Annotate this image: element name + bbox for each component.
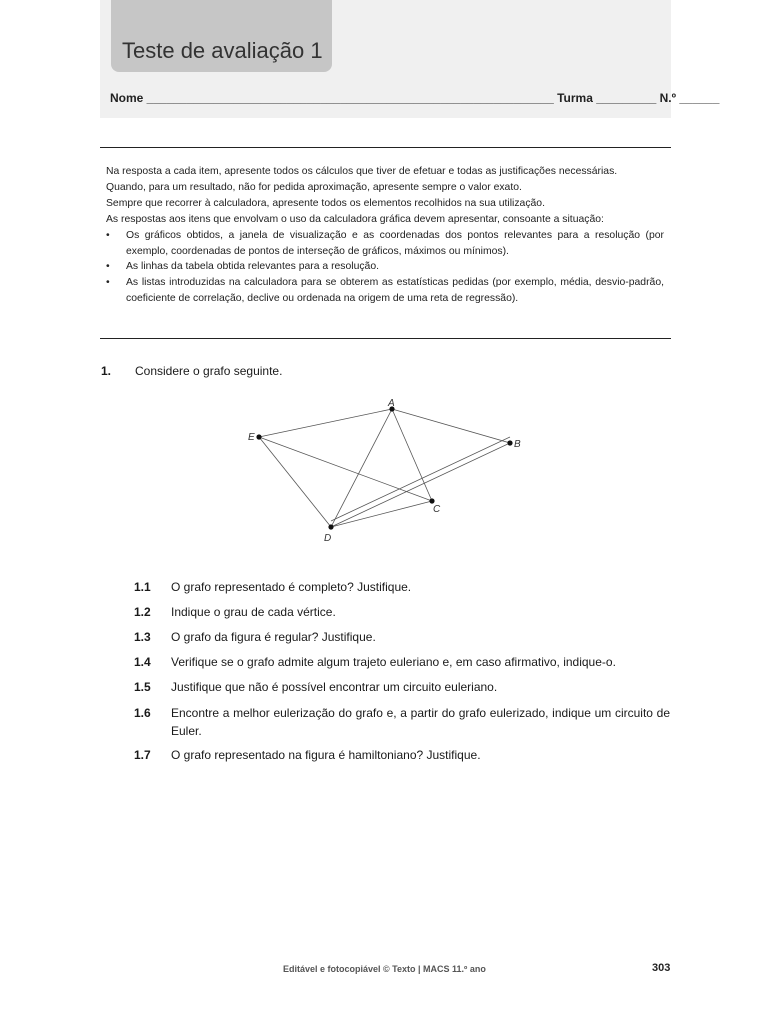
subquestion-text: Indique o grau de cada vértice. bbox=[171, 605, 336, 619]
bullet-text: Os gráficos obtidos, a janela de visualização e as coordenadas dos pontos relevantes para a resolução (por exemplo, coordenadas de pontos de interseção de gráficos, máximos ou mínimos). bbox=[126, 229, 664, 257]
question-number: 1. bbox=[101, 364, 112, 378]
vertex-b bbox=[507, 440, 512, 445]
vertex-label-a: A bbox=[388, 398, 395, 409]
bullet-icon: • bbox=[106, 277, 110, 289]
edge-b-d-1 bbox=[331, 443, 510, 527]
footer-text: Editável e fotocopiável © Texto | MACS 11.º ano bbox=[283, 964, 486, 974]
edge-a-d bbox=[331, 409, 392, 527]
instruction-paragraph: Na resposta a cada item, apresente todos os cálculos que tiver de efetuar e todas as justificações necessárias. bbox=[106, 166, 618, 177]
bullet-text: As listas introduzidas na calculadora para se obterem as estatísticas pedidas (por exemplo, média, desvio-padrão, coeficiente de correlação, declive ou ordenada na origem de uma reta de regressão). bbox=[126, 277, 664, 305]
instruction-bullet bbox=[106, 228, 664, 260]
instructions-box bbox=[106, 164, 664, 307]
question-text: Considere o grafo seguinte. bbox=[135, 364, 283, 378]
instruction-paragraph: As respostas aos itens que envolvam o uso da calculadora gráfica devem apresentar, consoante a situação: bbox=[106, 213, 604, 225]
vertex-label-d: D bbox=[324, 533, 332, 544]
subquestion-text: O grafo da figura é regular? Justifique. bbox=[171, 630, 376, 644]
subquestion-number: 1.1 bbox=[134, 580, 151, 594]
subquestion-number: 1.3 bbox=[134, 630, 151, 644]
vertex-label-b: B bbox=[514, 439, 521, 450]
vertex-label-c: C bbox=[433, 504, 441, 515]
subquestion bbox=[134, 746, 670, 764]
bullet-icon: • bbox=[106, 229, 110, 241]
subquestion bbox=[134, 578, 670, 596]
subquestion bbox=[134, 653, 670, 671]
question-1 bbox=[101, 364, 282, 378]
instruction-bullet bbox=[106, 259, 664, 275]
subquestion-text: O grafo representado é completo? Justifique. bbox=[171, 580, 412, 594]
subquestion bbox=[134, 628, 670, 646]
instruction-bullet bbox=[106, 275, 664, 307]
subquestion-text: Justifique que não é possível encontrar um circuito euleriano. bbox=[171, 680, 498, 694]
page-number: 303 bbox=[652, 962, 671, 974]
edge-b-d-2 bbox=[331, 437, 510, 521]
edge-a-e bbox=[259, 409, 392, 437]
subquestion bbox=[134, 603, 670, 621]
vertex-e bbox=[256, 434, 261, 439]
subquestion bbox=[134, 704, 670, 740]
vertex-d bbox=[328, 524, 333, 529]
subquestion-text: Encontre a melhor eulerização do grafo e, a partir do grafo eulerizado, indique um circuito de Euler. bbox=[171, 706, 670, 738]
subquestion-number: 1.7 bbox=[134, 748, 151, 762]
bottom-divider bbox=[100, 338, 671, 339]
subquestion-text: O grafo representado na figura é hamiltoniano? Justifique. bbox=[171, 748, 481, 762]
edge-a-c bbox=[392, 409, 432, 501]
name-turma-number-line: Nome _____________________________________________________________ Turma _________ N.º ______ bbox=[110, 91, 720, 105]
subquestion-number: 1.4 bbox=[134, 655, 151, 669]
edge-a-b bbox=[392, 409, 510, 443]
instruction-paragraph: Sempre que recorrer à calculadora, apresente todos os elementos recolhidos na sua utilização. bbox=[106, 197, 545, 209]
subquestion bbox=[134, 678, 670, 696]
bullet-icon: • bbox=[106, 261, 110, 273]
subquestion-text: Verifique se o grafo admite algum trajeto euleriano e, em caso afirmativo, indique-o. bbox=[171, 655, 616, 669]
subquestion-number: 1.5 bbox=[134, 680, 151, 694]
graph-figure bbox=[230, 390, 530, 550]
subquestion-number: 1.6 bbox=[134, 706, 151, 720]
bullet-text: As linhas da tabela obtida relevantes para a resolução. bbox=[126, 261, 380, 273]
vertex-label-e: E bbox=[248, 432, 255, 443]
top-divider bbox=[100, 147, 671, 148]
page-title: Teste de avaliação 1 bbox=[122, 38, 323, 63]
subquestion-number: 1.2 bbox=[134, 605, 151, 619]
vertex-c bbox=[429, 498, 434, 503]
instruction-paragraph: Quando, para um resultado, não for pedida aproximação, apresente sempre o valor exato. bbox=[106, 181, 522, 193]
